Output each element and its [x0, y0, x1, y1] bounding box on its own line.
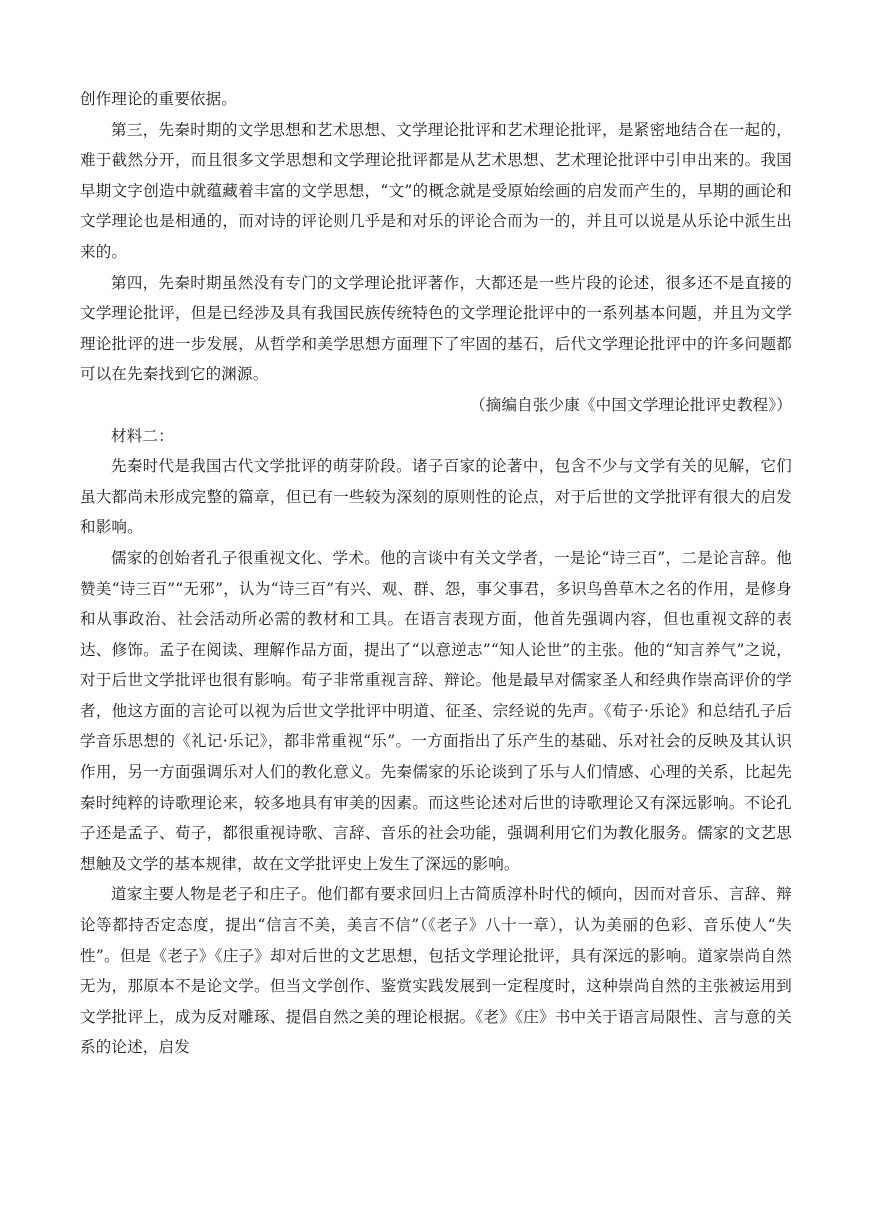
- paragraph-point-three: 第三，先秦时期的文学思想和艺术思想、文学理论批评和艺术理论批评，是紧密地结合在一起的，难于截然分开，而且很多文学思想和文学理论批评都是从艺术思想、艺术理论批评中引申出来的。我国早期文字创造中就蕴藏着丰富的文学思想，“文”的概念就是受原始绘画的启发而产生的，早期的画论和文学理论也是相通的，而对诗的评论则几乎是和对乐的评论合而为一的，并且可以说是从乐论中派生出来的。: [80, 120, 792, 261]
- paragraph-continuation: 创作理论的重要依据。: [80, 90, 238, 108]
- article-body: [80, 84, 792, 1063]
- material-two-heading: 材料二：: [111, 426, 174, 445]
- paragraph-point-four: 第四，先秦时期虽然没有专门的文学理论批评著作，大都还是一些片段的论述，很多还不是直接的文学理论批评，但是已经涉及具有我国民族传统特色的文学理论批评中的一系列基本问题，并且为文学理论批评的进一步发展，从哲学和美学思想方面理下了牢固的基石，后代文学理论批评中的许多问题都可以在先秦找到它的渊源。: [80, 273, 792, 384]
- paragraph-pre-qin-intro: 先秦时代是我国古代文学批评的萌芽阶段。诸子百家的论著中，包含不少与文学有关的见解，它们虽大都尚未形成完整的篇章，但已有一些较为深刻的原则性的论点，对于后世的文学批评有很大的启发和影响。: [80, 457, 792, 537]
- source-citation: （摘编自张少康《中国文学理论批评史教程》）: [470, 395, 792, 414]
- paragraph-taoist: 道家主要人物是老子和庄子。他们都有要求回归上古简质淳朴时代的倾向，因而对音乐、言辞、辩论等都持否定态度，提出“信言不美，美言不信”（《老子》八十一章），认为美丽的色彩、音乐使人“失性”。但是《老子》《庄子》却对后世的文艺思想，包括文学理论批评，具有深远的影响。道家崇尚自然无为，那原本不是论文学。但当文学创作、鉴赏实践发展到一定程度时，这种崇尚自然的主张被运用到文学批评上，成为反对雕琢、提倡自然之美的理论根据。《老》《庄》书中关于语言局限性、言与意的关系的论述，启发: [80, 885, 792, 1057]
- paragraph-confucian: 儒家的创始者孔子很重视文化、学术。他的言谈中有关文学者，一是论“诗三百”，二是论言辞。他赞美“诗三百”“无邪”，认为“诗三百”有兴、观、群、怨，事父事君，多识鸟兽草木之名的作用，是修身和从事政治、社会活动所必需的教材和工具。在语言表现方面，他首先强调内容，但也重视文辞的表达、修饰。孟子在阅读、理解作品方面，提出了“以意逆志”“知人论世”的主张。他的“知言养气”之说，对于后世文学批评也很有影响。荀子非常重视言辞、辩论。他是最早对儒家圣人和经典作崇高评价的学者，他这方面的言论可以视为后世文学批评中明道、征圣、宗经说的先声。《荀子·乐论》和总结孔子后学音乐思想的《礼记·乐记》，都非常重视“乐”。一方面指出了乐产生的基础、乐对社会的反映及其认识作用，另一方面强调乐对人们的教化意义。先秦儒家的乐论谈到了乐与人们情感、心理的关系，比起先秦时纯粹的诗歌理论来，较多地具有审美的因素。而这些论述对后世的诗歌理论又有深远影响。不论孔子还是孟子、荀子，都很重视诗歌、言辞、音乐的社会功能，强调利用它们为教化服务。儒家的文艺思想触及文学的基本规律，故在文学批评史上发生了深远的影响。: [80, 548, 792, 873]
